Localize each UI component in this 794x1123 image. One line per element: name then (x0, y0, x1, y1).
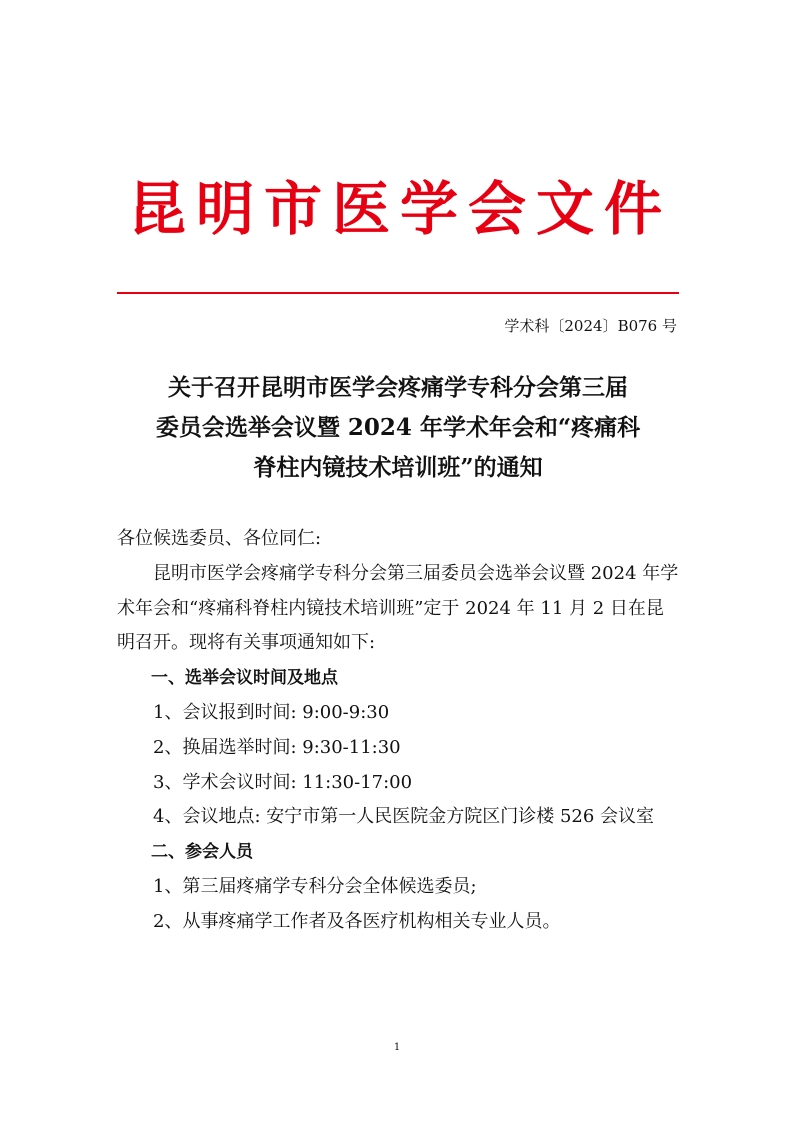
notice-title (117, 368, 679, 488)
section-heading-meeting-time-place: 一、选举会议时间及地点 (151, 668, 338, 689)
list-item: 2、换届选举时间: 9:30-11:30 (153, 736, 401, 758)
intro-paragraph: 昆明市医学会疼痛学专科分会第三届委员会选举会议暨 2024 年学术年会和“疼痛科脊柱内镜技术培训班”定于 2024 年 11 月 2 日在昆明召开。现将有关事项通知如下: (117, 562, 679, 654)
document-number: 学术科〔2024〕B076 号 (504, 317, 677, 335)
page-number: 1 (393, 1042, 401, 1053)
salutation: 各位候选委员、各位同仁: (117, 528, 322, 549)
notice-title-line-1: 关于召开昆明市医学会疼痛学专科分会第三届 (168, 374, 628, 401)
document-header-title: 昆明市医学会文件 (127, 175, 672, 243)
section-heading-attendees: 二、参会人员 (151, 842, 253, 863)
list-item: 4、会议地点: 安宁市第一人民医院金方院区门诊楼 526 会议室 (153, 806, 655, 828)
list-item: 1、第三届疼痛学专科分会全体候选委员; (153, 875, 477, 897)
list-item: 3、学术会议时间: 11:30-17:00 (153, 771, 413, 793)
list-item: 1、会议报到时间: 9:00-9:30 (153, 701, 390, 723)
notice-title-line-3: 脊柱内镜技术培训班”的通知 (253, 454, 543, 481)
notice-body (117, 522, 679, 940)
list-item: 2、从事疼痛学工作者及各医疗机构相关专业人员。 (153, 910, 561, 932)
notice-title-line-2: 委员会选举会议暨 2024 年学术年会和“疼痛科 (155, 414, 641, 441)
header-red-rule (117, 292, 679, 294)
